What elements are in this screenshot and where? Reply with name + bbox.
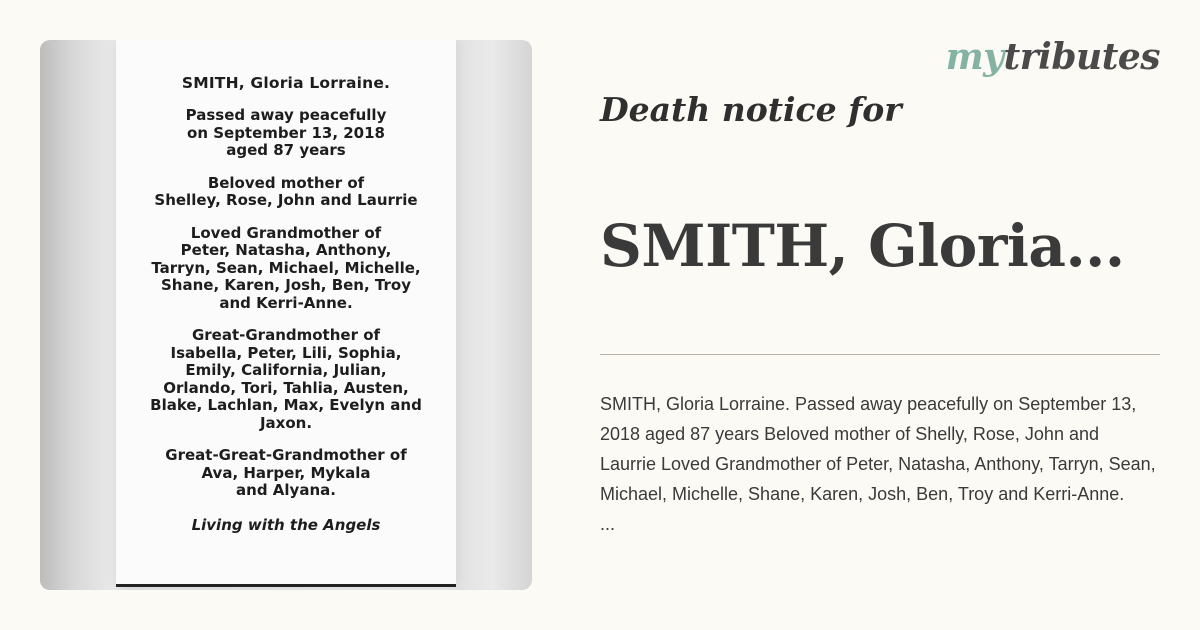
clipping-great-great-grandchildren: Great-Great-Grandmother of Ava, Harper, Mykala and Alyana.: [165, 446, 407, 499]
clipping-children: Beloved mother of Shelley, Rose, John and Laurrie: [154, 173, 418, 209]
clipping-great-grandchildren: Great-Grandmother of Isabella, Peter, Lili, Sophia, Emily, California, Julian, Orlando, Tori, Tahlia, Austen, Blake, Lachlan, Max, Evelyn and Jaxon.: [150, 326, 422, 432]
notice-subtitle: Death notice for: [600, 90, 902, 129]
clipping-signoff: Living with the Angels: [191, 515, 381, 534]
mytributes-logo[interactable]: [946, 36, 1160, 78]
clipping-passing-details: Passed away peacefully on September 13, 2018 aged 87 years: [185, 106, 387, 159]
clipping-grandchildren: Loved Grandmother of Peter, Natasha, Anthony, Tarryn, Sean, Michael, Michelle, Shane, Karen, Josh, Ben, Troy and Kerri-Anne.: [151, 223, 421, 312]
newspaper-clipping: [116, 40, 456, 587]
deceased-name: SMITH, Gloria...: [600, 212, 1125, 280]
clipping-heading: SMITH, Gloria Lorraine.: [181, 74, 391, 92]
logo-suffix: tributes: [1003, 36, 1160, 78]
death-notice-image[interactable]: [40, 40, 532, 590]
logo-prefix: my: [945, 36, 1004, 78]
notice-excerpt: SMITH, Gloria Lorraine. Passed away peacefully on September 13, 2018 aged 87 years Beloved mother of Shelly, Rose, John and Laurrie Loved Grandmother of Peter, Natasha, Anthony, Tarryn, Sean, Michael, Michelle, Shane, Karen, Josh, Ben, Troy and Kerri-Anne. ...: [600, 394, 1156, 534]
divider: [600, 354, 1160, 355]
